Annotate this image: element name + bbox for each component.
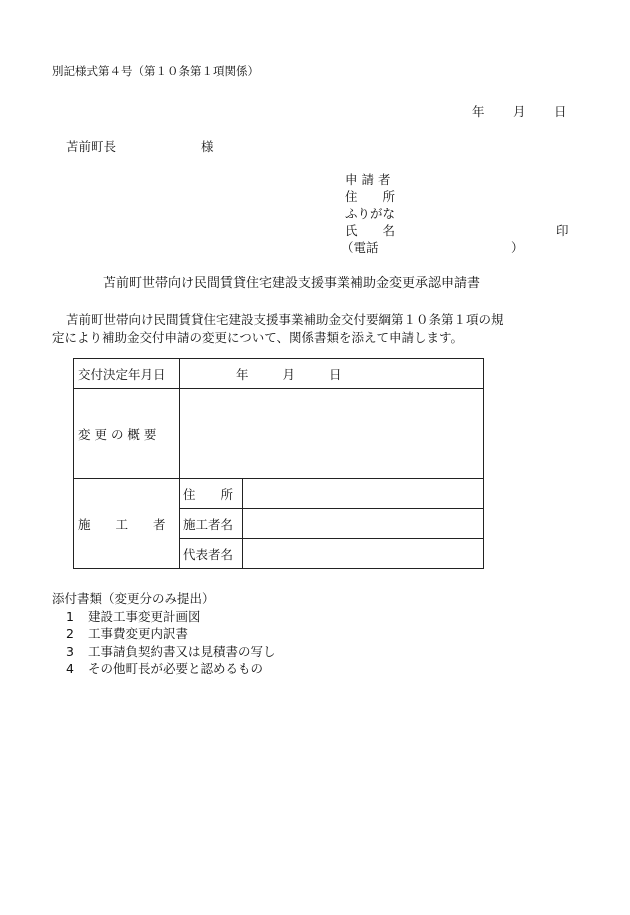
list-item: 3 工事請負契約書又は見積書の写し [66,643,276,659]
contractor-name-field[interactable] [243,509,484,539]
date-year-label: 年 [472,104,485,119]
applicant-furigana-label: ふりがな [345,206,396,221]
seal-mark: 印 [556,223,569,238]
table-day: 日 [329,366,342,382]
application-table [73,358,484,569]
addressee-honorific: 様 [201,139,214,154]
form-number: 別記様式第４号（第１０条第１項関係） [52,64,259,78]
table-year: 年 [236,366,249,382]
list-item: 2 工事費変更内訳書 [66,626,189,641]
applicant-label: 申 請 者 [345,172,391,187]
list-item: 1 建設工事変更計画図 [66,608,201,624]
attachments-heading: 添付書類（変更分のみ提出） [52,591,215,606]
phone-close: ） [511,240,524,255]
change-summary-label: 変 更 の 概 要 [74,389,180,479]
decision-date-field[interactable] [180,359,484,389]
representative-field[interactable] [243,539,484,569]
contractor-name-label: 施工者名 [180,509,243,539]
list-item: 4 その他町長が必要と認めるもの [66,661,264,676]
contractor-address-field[interactable] [243,479,484,509]
date-day-label: 日 [554,104,567,119]
table-month: 月 [282,366,296,382]
body-line-2: 定により補助金交付申請の変更について、関係書類を添えて申請します。 [52,330,464,345]
date-month-label: 月 [513,104,526,119]
body-line-1: 苫前町世帯向け民間賃貸住宅建設支援事業補助金交付要綱第１０条第１項の規 [66,312,504,327]
applicant-address-label: 住 所 [345,189,396,204]
representative-label: 代表者名 [180,539,243,569]
decision-date-label: 交付決定年月日 [74,359,180,389]
applicant-name-label: 氏 名 [345,223,396,238]
contractor-label: 施 工 者 [74,479,180,569]
contractor-address-label: 住 所 [180,479,243,509]
document-title: 苫前町世帯向け民間賃貸住宅建設支援事業補助金変更承認申請書 [103,276,481,291]
addressee-name: 苫前町長 [66,139,117,154]
attachments-section [52,590,276,678]
change-summary-field[interactable] [180,389,484,479]
phone-open: （電話 [341,240,379,255]
